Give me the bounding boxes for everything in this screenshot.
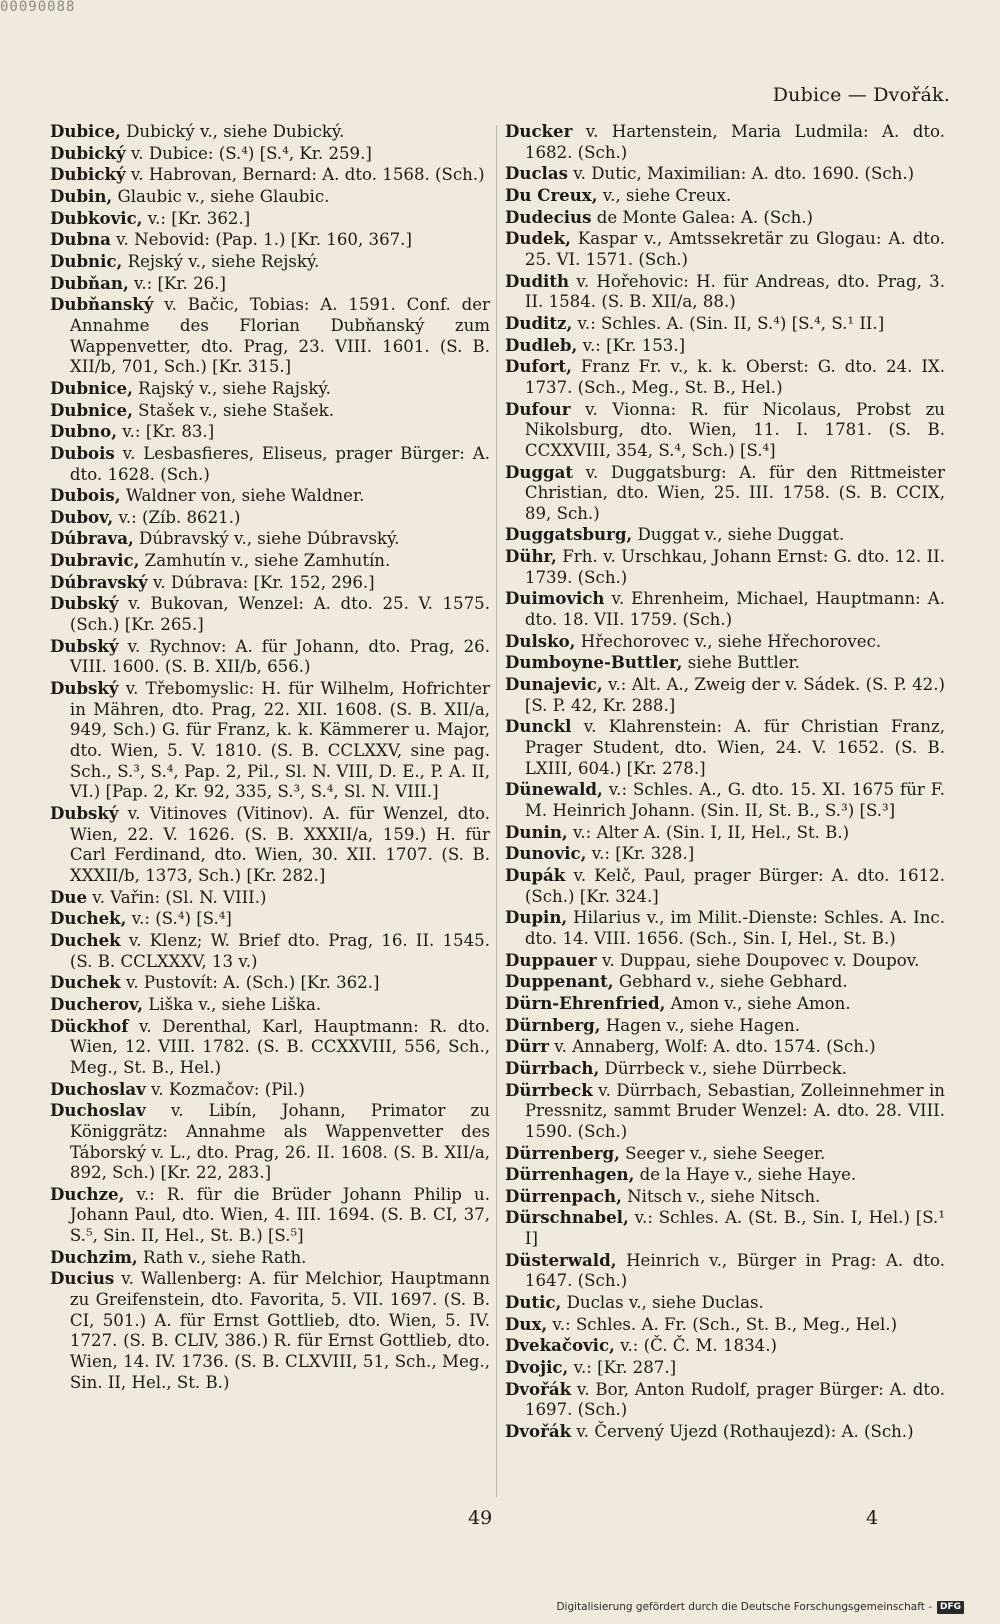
entry-headword: Dürrenberg, (505, 1142, 620, 1163)
dictionary-entry (50, 251, 490, 273)
dictionary-entry (505, 674, 945, 716)
entry-text: Franz Fr. v., k. k. Oberst: G. dto. 24. IX. 1737. (Sch., Meg., St. B., Hel.) (524, 357, 945, 397)
entry-text: Gebhard v., siehe Gebhard. (613, 972, 848, 992)
entry-text: Stašek v., siehe Stašek. (132, 400, 334, 420)
entry-headword: Dürr (505, 1036, 549, 1057)
dictionary-entry (505, 356, 945, 398)
dictionary-entry (50, 121, 490, 143)
entry-text: Heinrich v., Bürger in Prag: A. dto. 1647. (Sch.) (524, 1250, 945, 1291)
dictionary-entry (505, 546, 945, 588)
entry-headword: Dunckl (505, 716, 572, 737)
entry-text: v.: [Kr. 153.] (577, 335, 686, 355)
entry-text: v. Kelč, Paul, prager Bürger: A. dto. 1612. (Sch.) [Kr. 324.] (524, 865, 945, 906)
dictionary-entry (50, 994, 490, 1016)
entry-text: v.: Alter A. (Sin. I, II, Hel., St. B.) (567, 822, 850, 842)
entry-headword: Düsterwald, (505, 1249, 617, 1270)
dictionary-entry (50, 186, 490, 208)
entry-text: Seeger v., siehe Seeger. (619, 1143, 826, 1163)
entry-headword: Dürschnabel, (505, 1207, 629, 1228)
entry-text: Glaubic v., siehe Glaubic. (112, 186, 330, 206)
entry-text: Rath v., siehe Rath. (137, 1247, 307, 1267)
entry-text: v. Nebovid: (Pap. 1.) [Kr. 160, 367.] (110, 230, 412, 250)
entry-text: v. Vionna: R. für Nicolaus, Probst zu Nikolsburg, dto. Wien, 11. I. 1781. (S. B. CCXXVIII, 354, S.⁴, Sch.) [S.⁴] (524, 399, 945, 460)
entry-headword: Ducker (505, 121, 573, 141)
entry-text: v. Dürrbach, Sebastian, Zolleinnehmer in Pressnitz, sammt Bruder Wenzel: A. dto. 28. VIII. 1590. (Sch.) (524, 1080, 945, 1141)
entry-headword: Dunajevic, (505, 674, 603, 695)
entry-headword: Dubňan, (50, 272, 129, 293)
dictionary-entry (50, 572, 490, 594)
entry-text: v. Hořehovic: H. für Andreas, dto. Prag, 3. II. 1584. (S. B. XII/a, 88.) (524, 271, 945, 312)
entry-headword: Duppenant, (505, 971, 614, 992)
dictionary-entry (505, 1186, 945, 1208)
entry-text: v. Bukovan, Wenzel: A. dto. 25. V. 1575. (Sch.) [Kr. 265.] (69, 594, 490, 635)
entry-text: siehe Buttler. (682, 653, 800, 673)
entry-text: v. Dubice: (S.⁴) [S.⁴, Kr. 259.] (125, 143, 372, 163)
entry-headword: Dutic, (505, 1292, 562, 1313)
entry-text: v. Pustovít: A. (Sch.) [Kr. 362.] (120, 973, 380, 993)
entry-text: Rejský v., siehe Rejský. (122, 251, 320, 271)
entry-headword: Dux, (505, 1313, 548, 1334)
entry-text: v. Duggatsburg: A. für den Rittmeister Christian, dto. Wien, 25. III. 1758. (S. B. CCIX, 89, Sch.) (524, 462, 945, 523)
dictionary-entry (50, 229, 490, 251)
entry-text: Hřechorovec v., siehe Hřechorovec. (575, 631, 882, 651)
dictionary-entry (505, 779, 945, 821)
page-number: 49 (468, 1507, 493, 1529)
right-column (505, 121, 945, 1443)
entry-text: Waldner von, siehe Waldner. (120, 486, 365, 506)
archive-stamp: 00090088 (0, 0, 76, 14)
dictionary-entry (50, 908, 490, 930)
entry-headword: Duchek (50, 929, 121, 950)
entry-headword: Dunovic, (505, 843, 587, 864)
dictionary-entry (50, 887, 490, 909)
dictionary-entry (50, 421, 490, 443)
entry-text: v. Lesbasfieres, Eliseus, prager Bürger: A. dto. 1628. (Sch.) (69, 443, 490, 484)
entry-headword: Dürn-Ehrenfried, (505, 992, 666, 1013)
left-column (50, 121, 490, 1393)
entry-headword: Duchek (50, 972, 121, 993)
entry-text: v. Dutic, Maximilian: A. dto. 1690. (Sch.) (567, 164, 915, 184)
entry-text: v.: [Kr. 362.] (142, 208, 251, 228)
entry-text: Rajský v., siehe Rajský. (132, 378, 331, 398)
entry-headword: Dulsko, (505, 630, 576, 651)
entry-headword: Dürrenhagen, (505, 1164, 635, 1185)
digitization-credit (556, 1600, 964, 1614)
dictionary-entry (505, 716, 945, 779)
dictionary-entry (505, 462, 945, 525)
entry-headword: Duchek, (50, 908, 127, 929)
entry-headword: Dunin, (505, 821, 568, 842)
entry-headword: Dudith (505, 270, 570, 291)
dictionary-entry (505, 207, 945, 229)
dictionary-entry (505, 1143, 945, 1165)
entry-text: Dubický v., siehe Dubický. (120, 122, 345, 141)
entry-headword: Dubský (50, 678, 119, 699)
entry-headword: Dubický (50, 164, 126, 185)
dictionary-entry (505, 1421, 945, 1443)
entry-headword: Du Creux, (505, 184, 598, 205)
entry-headword: Dubnice, (50, 399, 133, 420)
entry-text: v.: [Kr. 26.] (128, 273, 226, 293)
dictionary-entry (505, 907, 945, 949)
dictionary-entry (50, 1100, 490, 1184)
dictionary-entry (505, 1357, 945, 1379)
entry-text: v.: Schles. A. (Sin. II, S.⁴) [S.⁴, S.¹ II.] (572, 313, 885, 333)
entry-headword: Due (50, 886, 88, 907)
entry-headword: Dürnberg, (505, 1014, 601, 1035)
entry-text: v.: Schles. A., G. dto. 15. XI. 1675 für F. M. Heinrich Johann. (Sin. II, St. B., S.³) [S.³] (524, 780, 945, 820)
entry-headword: Dubkovic, (50, 207, 143, 228)
dictionary-entry (505, 588, 945, 630)
column-divider (496, 125, 497, 1497)
entry-text: v. Bačic, Tobias: A. 1591. Conf. der Annahme des Florian Dubňanský zum Wappenvetter, dto. Prag, 23. VIII. 1601. (S. B. XII/b, 701, Sch.) [Kr. 315.] (69, 295, 490, 377)
entry-headword: Dúbrava, (50, 528, 134, 549)
dictionary-entry (505, 121, 945, 163)
credit-text: Digitalisierung gefördert durch die Deutsche Forschungsgemeinschaft - (556, 1601, 932, 1613)
dictionary-entry (50, 208, 490, 230)
entry-headword: Duppauer (505, 949, 597, 970)
entry-text: Zamhutín v., siehe Zamhutín. (139, 551, 391, 571)
entry-headword: Dückhof (50, 1015, 129, 1036)
dictionary-entry (505, 1379, 945, 1421)
dictionary-entry (505, 1207, 945, 1249)
dictionary-entry (505, 313, 945, 335)
entry-headword: Dubno, (50, 421, 117, 442)
entry-headword: Dubský (50, 635, 119, 656)
entry-headword: Duchoslav (50, 1078, 146, 1099)
entry-headword: Dvořák (505, 1378, 572, 1399)
dictionary-entry (505, 843, 945, 865)
dictionary-entry (505, 822, 945, 844)
entry-text: v. Wallenberg: A. für Melchior, Hauptmann zu Greifenstein, dto. Favorita, 5. VII. 1697. (S. B. CI, 501.) A. für Ernst Gottlieb, dto. Wien, 5. IV. 1727. (S. B. CLIV, 386.) R. für Ernst Gottlieb, dto. Wien, 14. IV. 1736. (S. B. CLXVIII, 51, Sch., Meg., Sin. II, Hel., St. B.) (69, 1269, 490, 1392)
dictionary-entry (50, 550, 490, 572)
entry-text: v. Bor, Anton Rudolf, prager Bürger: A. dto. 1697. (Sch.) (524, 1379, 945, 1420)
entry-text: Duclas v., siehe Duclas. (561, 1293, 764, 1313)
entry-headword: Duggat (505, 461, 574, 482)
dictionary-entry (505, 1036, 945, 1058)
entry-headword: Duimovich (505, 588, 605, 609)
entry-headword: Dubois, (50, 485, 121, 506)
dictionary-entry (505, 1015, 945, 1037)
entry-text: v. Kozmačov: (Pil.) (145, 1079, 305, 1099)
entry-headword: Dürrbach, (505, 1057, 600, 1078)
entry-text: Duggat v., siehe Duggat. (632, 525, 845, 545)
entry-headword: Duchze, (50, 1183, 125, 1204)
entry-text: v. Vitinoves (Vitinov). A. für Wenzel, dto. Wien, 22. V. 1626. (S. B. XXXII/a, 159.) H. für Carl Ferdinand, dto. Wien, 30. XII. 1707. (S. B. XXXII/b, 1373, Sch.) [Kr. 282.] (69, 804, 490, 885)
entry-headword: Dudek, (505, 228, 571, 249)
dictionary-entry (505, 993, 945, 1015)
dictionary-entry (505, 335, 945, 357)
dictionary-entry (50, 636, 490, 678)
entry-headword: Duclas (505, 163, 568, 184)
entry-text: v. Třebomyslic: H. für Wilhelm, Hofrichter in Mähren, dto. Prag, 22. XII. 1608. (S. B. XII/a, 949, Sch.) G. für Franz, k. k. Kämmerer u. Major, dto. Wien, 5. V. 1810. (S. B. CCLXXV, sine pag. Sch., S.³, S.⁴, Pap. 2, Pil., Sl. N. VIII, D. E., P. A. II, VI.) [Pap. 2, Kr. 92, 335, S.³, S.⁴, Sl. N. VIII.] (69, 679, 490, 802)
entry-headword: Dvořák (505, 1421, 572, 1442)
entry-headword: Dúbravský (50, 571, 148, 592)
entry-headword: Duditz, (505, 312, 573, 333)
dictionary-entry (505, 1164, 945, 1186)
entry-text: v. Ehrenheim, Michael, Hauptmann: A. dto. 18. VII. 1759. (Sch.) (524, 589, 945, 630)
entry-headword: Dupin, (505, 907, 568, 928)
entry-headword: Dudleb, (505, 334, 578, 355)
entry-headword: Dünewald, (505, 779, 603, 800)
entry-text: Hilarius v., im Milit.-Dienste: Schles. A. Inc. dto. 14. VIII. 1656. (Sch., Sin. I, Hel., St. B.) (524, 908, 945, 948)
dictionary-entry (50, 273, 490, 295)
dictionary-entry (505, 271, 945, 313)
entry-headword: Dubin, (50, 185, 113, 206)
entry-headword: Dubice, (50, 121, 121, 141)
dictionary-entry (50, 1079, 490, 1101)
entry-text: v. Vařin: (Sl. N. VIII.) (87, 887, 267, 907)
dictionary-entry (50, 1268, 490, 1393)
entry-headword: Dumboyne-Buttler, (505, 652, 683, 673)
dictionary-entry (505, 865, 945, 907)
entry-headword: Dühr, (505, 546, 557, 567)
entry-text: v. Dúbrava: [Kr. 152, 296.] (147, 572, 375, 592)
dictionary-entry (505, 1314, 945, 1336)
entry-headword: Dürrenpach, (505, 1185, 622, 1206)
dictionary-entry (505, 1080, 945, 1143)
entry-text: Liška v., siehe Liška. (143, 994, 322, 1014)
entry-headword: Duchzim, (50, 1246, 138, 1267)
entry-text: v.: Alt. A., Zweig der v. Sádek. (S. P. 42.) [S. P. 42, Kr. 288.] (524, 675, 945, 715)
entry-text: v. Klenz; W. Brief dto. Prag, 16. II. 1545. (S. B. CCLXXXV, 13 v.) (69, 930, 490, 971)
dictionary-entry (505, 399, 945, 462)
running-head: Dubice — Dvořák. (772, 84, 950, 106)
entry-text: v. Habrovan, Bernard: A. dto. 1568. (Sch.) (125, 165, 485, 185)
entry-text: v. Annaberg, Wolf: A. dto. 1574. (Sch.) (548, 1037, 876, 1057)
dictionary-entry (50, 593, 490, 635)
signature-mark: 4 (866, 1507, 879, 1529)
dictionary-entry (50, 972, 490, 994)
dictionary-entry (50, 1184, 490, 1247)
entry-headword: Ducius (50, 1268, 115, 1289)
dictionary-entry (50, 803, 490, 887)
dictionary-entry (505, 1292, 945, 1314)
entry-headword: Dubna (50, 229, 111, 250)
entry-headword: Dubnice, (50, 377, 133, 398)
entry-headword: Ducherov, (50, 993, 144, 1014)
dictionary-entry (50, 294, 490, 378)
entry-text: v.: Schles. A. (St. B., Sin. I, Hel.) [S.¹ I] (524, 1208, 945, 1249)
entry-text: Nitsch v., siehe Nitsch. (621, 1186, 821, 1206)
dictionary-entry (50, 528, 490, 550)
entry-text: v.: (Zíb. 8621.) (113, 507, 241, 527)
entry-text: Amon v., siehe Amon. (665, 993, 851, 1013)
dictionary-entry (50, 143, 490, 165)
dictionary-entry (50, 378, 490, 400)
entry-text: Dürrbeck v., siehe Dürrbeck. (599, 1058, 848, 1078)
entry-headword: Dubský (50, 593, 119, 614)
entry-headword: Dubický (50, 142, 126, 163)
entry-text: v., siehe Creux. (597, 185, 732, 205)
dictionary-entry (505, 971, 945, 993)
entry-headword: Dudecius (505, 206, 592, 227)
entry-text: v. Duppau, siehe Doupovec v. Doupov. (596, 950, 920, 970)
dictionary-entry (50, 930, 490, 972)
entry-headword: Dvekačovic, (505, 1335, 615, 1356)
entry-headword: Dvojic, (505, 1357, 569, 1378)
entry-text: v. Derenthal, Karl, Hauptmann: R. dto. Wien, 12. VIII. 1782. (S. B. CCXXVIII, 556, Sch., Meg., St. B., Hel.) (69, 1016, 490, 1077)
entry-text: v. Hartenstein, Maria Ludmila: A. dto. 1682. (Sch.) (524, 122, 945, 162)
entry-headword: Dubský (50, 803, 119, 823)
entry-headword: Dubňanský (50, 294, 154, 315)
entry-text: Dúbravský v., siehe Dúbravský. (133, 529, 400, 549)
entry-headword: Dubov, (50, 506, 114, 527)
entry-headword: Dürrbeck (505, 1079, 593, 1100)
entry-text: v. Rychnov: A. für Johann, dto. Prag, 26. VIII. 1600. (S. B. XII/b, 656.) (69, 636, 490, 677)
dictionary-entry (505, 228, 945, 270)
dfg-logo: DFG (937, 1601, 964, 1614)
entry-headword: Dubnic, (50, 250, 123, 271)
entry-text: Kaspar v., Amtssekretär zu Glogau: A. dto. 25. VI. 1571. (Sch.) (524, 229, 945, 269)
dictionary-entry (50, 164, 490, 186)
dictionary-entry (505, 1250, 945, 1292)
dictionary-entry (50, 1016, 490, 1079)
dictionary-entry (50, 1247, 490, 1269)
entry-text: Hagen v., siehe Hagen. (600, 1015, 801, 1035)
entry-headword: Dufort, (505, 356, 572, 377)
entry-headword: Dubravic, (50, 550, 140, 571)
page-footer (0, 1507, 1000, 1529)
entry-text: v. Klahrenstein: A. für Christian Franz, Prager Student, dto. Wien, 24. V. 1652. (S. B. LXIII, 604.) [Kr. 278.] (524, 717, 945, 778)
entry-text: v.: (S.⁴) [S.⁴] (126, 909, 232, 929)
dictionary-entry (505, 1335, 945, 1357)
dictionary-entry (505, 652, 945, 674)
dictionary-entry (505, 631, 945, 653)
entry-text: v. Libín, Johann, Primator zu Königgrätz: Annahme als Wappenvetter des Táborský v. L., dto. Prag, 26. II. 1608. (S. B. XII/a, 892, Sch.) [Kr. 22, 283.] (69, 1101, 490, 1183)
dictionary-entry (50, 400, 490, 422)
entry-text: v.: [Kr. 287.] (568, 1358, 677, 1378)
dictionary-entry (50, 507, 490, 529)
entry-text: v.: Schles. A. Fr. (Sch., St. B., Meg., Hel.) (547, 1314, 898, 1334)
dictionary-entry (50, 443, 490, 485)
entry-text: v.: R. für die Brüder Johann Philip u. Johann Paul, dto. Wien, 4. III. 1694. (S. B. CI, 37, S.⁵, Sin. II, Hel., St. B.) [S.⁵] (69, 1184, 490, 1246)
entry-headword: Duchoslav (50, 1100, 146, 1121)
dictionary-entry (505, 950, 945, 972)
entry-text: v. Červený Ujezd (Rothaujezd): A. (Sch.) (571, 1422, 914, 1442)
entry-text: de Monte Galea: A. (Sch.) (591, 207, 813, 227)
entry-text: v.: (Č. Č. M. 1834.) (614, 1336, 777, 1356)
entry-text: v.: [Kr. 328.] (586, 844, 695, 864)
entry-headword: Dubois (50, 442, 115, 463)
dictionary-entry (50, 678, 490, 803)
dictionary-entry (50, 485, 490, 507)
entry-headword: Duggatsburg, (505, 524, 633, 545)
dictionary-entry (505, 1058, 945, 1080)
entry-headword: Dupák (505, 864, 566, 885)
entry-text: v.: [Kr. 83.] (116, 422, 215, 442)
dictionary-entry (505, 163, 945, 185)
entry-text: Frh. v. Urschkau, Johann Ernst: G. dto. 12. II. 1739. (Sch.) (524, 547, 945, 587)
entry-headword: Dufour (505, 398, 571, 419)
entry-text: de la Haye v., siehe Haye. (634, 1165, 857, 1185)
dictionary-entry (505, 524, 945, 546)
dictionary-entry (505, 185, 945, 207)
